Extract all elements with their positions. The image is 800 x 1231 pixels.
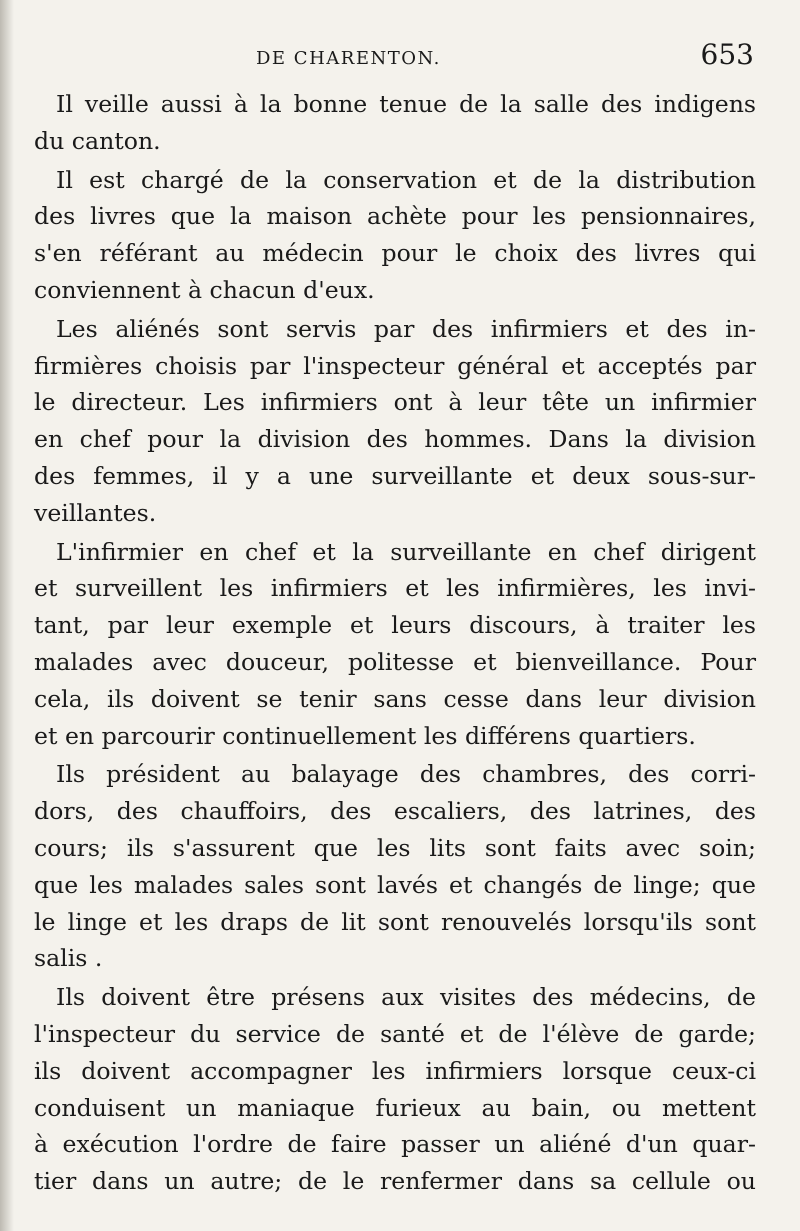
text-line: en chef pour la division des hommes. Dans la division	[34, 425, 756, 454]
text-line: et en parcourir continuellement les différens quartiers.	[34, 721, 696, 750]
text-line: tant, par leur exemple et leurs discours, à traiter les	[34, 611, 756, 640]
text-line: et surveillent les infirmiers et les infirmières, les invi-	[34, 574, 756, 603]
running-header	[34, 38, 754, 78]
text-line: tier dans un autre; de le renfermer dans sa cellule ou	[34, 1167, 756, 1196]
running-title: DE CHARENTON.	[256, 48, 441, 69]
page-number: 653	[700, 38, 754, 71]
text-line: veillantes.	[34, 498, 157, 527]
text-line: que les malades sales sont lavés et changés de linge; que	[34, 870, 756, 899]
text-line: Ils doivent être présens aux visites des médecins, de	[56, 983, 756, 1012]
paragraph	[34, 162, 756, 309]
text-line: des femmes, il y a une surveillante et deux sous-sur-	[34, 461, 756, 490]
text-line: Ils président au balayage des chambres, des corri-	[56, 760, 756, 789]
text-line: s'en référant au médecin pour le choix des livres qui	[34, 239, 756, 268]
text-line: ils doivent accompagner les infirmiers lorsque ceux-ci	[34, 1056, 756, 1085]
paragraph	[34, 534, 756, 755]
page-gutter-shadow	[0, 0, 14, 1231]
text-line: Il veille aussi à la bonne tenue de la salle des indigens	[56, 90, 756, 118]
text-line: le linge et les draps de lit sont renouvelés lorsqu'ils sont	[34, 907, 756, 936]
text-line: salis .	[34, 944, 103, 973]
text-line: conduisent un maniaque furieux au bain, ou mettent	[34, 1093, 756, 1122]
text-line: le directeur. Les infirmiers ont à leur tête un infirmier	[34, 388, 756, 417]
paragraph	[34, 756, 756, 977]
text-line: à exécution l'ordre de faire passer un aliéné d'un quar-	[34, 1130, 756, 1159]
text-line: du canton.	[34, 126, 161, 155]
text-line: firmières choisis par l'inspecteur général et acceptés par	[34, 351, 756, 380]
text-line: Il est chargé de la conservation et de la distribution	[56, 165, 756, 194]
text-line: conviennent à chacun d'eux.	[34, 275, 375, 304]
text-line: des livres que la maison achète pour les pensionnaires,	[34, 202, 756, 231]
paragraph	[34, 311, 756, 532]
paragraph	[34, 86, 756, 160]
text-line: L'infirmier en chef et la surveillante en chef dirigent	[56, 537, 756, 566]
text-line: dors, des chauffoirs, des escaliers, des latrines, des	[34, 797, 756, 826]
text-line: cela, ils doivent se tenir sans cesse dans leur division	[34, 684, 756, 713]
text-line: cours; ils s'assurent que les lits sont faits avec soin;	[34, 833, 756, 862]
text-line: l'inspecteur du service de santé et de l'élève de garde;	[34, 1019, 756, 1048]
body-text	[34, 86, 756, 1200]
text-line: malades avec douceur, politesse et bienveillance. Pour	[34, 647, 756, 676]
text-line: Les aliénés sont servis par des infirmiers et des in-	[56, 314, 756, 343]
paragraph	[34, 979, 756, 1200]
